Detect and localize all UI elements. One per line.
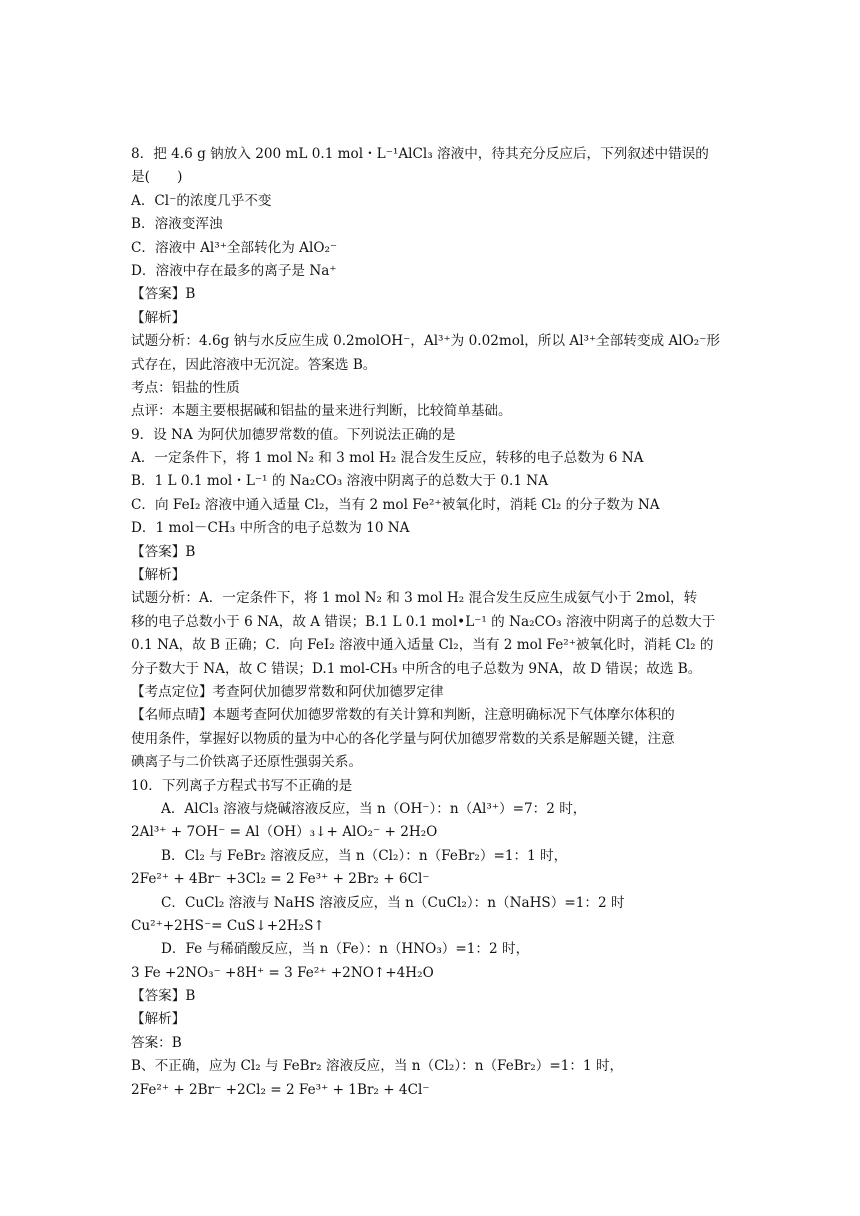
text-line: 2Fe²⁺ + 4Br⁻ +3Cl₂ = 2 Fe³⁺ + 2Br₂ + 6Cl⁻: [131, 871, 430, 888]
text-line: 分子数大于 NA，故 C 错误；D.1 mol-CH₃ 中所含的电子总数为 9NA，故 D 错误；故选 B。: [131, 660, 702, 677]
text-line: 试题分析：4.6g 钠与水反应生成 0.2molOH⁻，Al³⁺为 0.02mol，所以 Al³⁺全部转变成 AlO₂⁻形: [131, 333, 720, 350]
text-line: A．Cl⁻的浓度几乎不变: [131, 192, 272, 209]
text-line: 3 Fe +2NO₃⁻ +8H⁺ = 3 Fe²⁺ +2NO↑+4H₂O: [131, 964, 434, 981]
text-line: 是( ): [131, 169, 183, 186]
text-line: B．Cl₂ 与 FeBr₂ 溶液反应，当 n（Cl₂）：n（FeBr₂）=1：1 时，: [161, 847, 568, 864]
text-line: 0.1 NA，故 B 正确；C．向 FeI₂ 溶液中通入适量 Cl₂，当有 2 mol Fe²⁺被氧化时，消耗 Cl₂ 的: [131, 637, 714, 654]
text-line: 【考点定位】考查阿伏加德罗常数和阿伏加德罗定律: [131, 683, 444, 700]
text-line: B．1 L 0.1 mol・L⁻¹ 的 Na₂CO₃ 溶液中阴离子的总数大于 0.1 NA: [131, 473, 549, 490]
text-line: B、不正确，应为 Cl₂ 与 FeBr₂ 溶液反应，当 n（Cl₂）：n（FeBr₂）=1：1 时，: [131, 1058, 624, 1075]
text-line: 8．把 4.6 g 钠放入 200 mL 0.1 mol・L⁻¹AlCl₃ 溶液中，待其充分反应后，下列叙述中错误的: [131, 146, 709, 162]
text-line: A．一定条件下，将 1 mol N₂ 和 3 mol H₂ 混合发生反应，转移的电子总数为 6 NA: [131, 450, 644, 467]
text-line: 考点：铝盐的性质: [131, 379, 240, 396]
text-line: D．溶液中存在最多的离子是 Na⁺: [131, 262, 337, 279]
text-line: 【解析】: [131, 1011, 186, 1028]
text-line: 2Fe²⁺ + 2Br⁻ +2Cl₂ = 2 Fe³⁺ + 1Br₂ + 4Cl⁻: [131, 1081, 430, 1098]
text-line: 答案：B: [131, 1034, 182, 1051]
text-line: C．向 FeI₂ 溶液中通入适量 Cl₂，当有 2 mol Fe²⁺被氧化时，消耗 Cl₂ 的分子数为 NA: [131, 496, 660, 513]
text-line: 【答案】B: [131, 988, 196, 1005]
text-line: D．1 mol－CH₃ 中所含的电子总数为 10 NA: [131, 520, 410, 537]
text-line: 【名师点晴】本题考查阿伏加德罗常数的有关计算和判断，注意明确标况下气体摩尔体积的: [131, 707, 675, 724]
text-line: 9．设 NA 为阿伏加德罗常数的值。下列说法正确的是: [131, 426, 456, 443]
text-line: C．溶液中 Al³⁺全部转化为 AlO₂⁻: [131, 239, 338, 256]
text-line: 点评：本题主要根据碱和铝盐的量来进行判断，比较简单基础。: [131, 403, 512, 420]
text-line: B．溶液变浑浊: [131, 216, 223, 233]
text-line: 使用条件，掌握好以物质的量为中心的各化学量与阿伏加德罗常数的关系是解题关键，注意: [131, 730, 675, 747]
text-line: 【解析】: [131, 309, 186, 326]
text-line: 10．下列离子方程式书写不正确的是: [131, 777, 353, 794]
text-line: 移的电子总数小于 6 NA，故 A 错误；B.1 L 0.1 mol•L⁻¹ 的 Na₂CO₃ 溶液中阴离子的总数大于: [131, 613, 716, 630]
text-line: D．Fe 与稀硝酸反应，当 n（Fe）：n（HNO₃）=1：2 时，: [161, 941, 530, 958]
text-line: C．CuCl₂ 溶液与 NaHS 溶液反应，当 n（CuCl₂）：n（NaHS）=1：2 时: [161, 894, 625, 911]
text-line: 式存在，因此溶液中无沉淀。答案选 B。: [131, 356, 377, 373]
text-line: Cu²⁺+2HS⁻= CuS↓+2H₂S↑: [131, 917, 325, 934]
text-line: 【答案】B: [131, 543, 196, 560]
text-line: A．AlCl₃ 溶液与烧碱溶液反应，当 n（OH⁻）：n（Al³⁺）=7：2 时，: [161, 800, 587, 817]
document-body: [131, 143, 731, 1102]
text-line: 试题分析：A．一定条件下，将 1 mol N₂ 和 3 mol H₂ 混合发生反应生成氨气小于 2mol，转: [131, 590, 698, 607]
text-line: 【解析】: [131, 567, 186, 584]
text-line: 【答案】B: [131, 286, 196, 303]
text-line: 2Al³⁺ + 7OH⁻ = Al（OH）₃↓+ AlO₂⁻ + 2H₂O: [131, 824, 438, 841]
text-line: 碘离子与二价铁离子还原性强弱关系。: [131, 754, 363, 771]
